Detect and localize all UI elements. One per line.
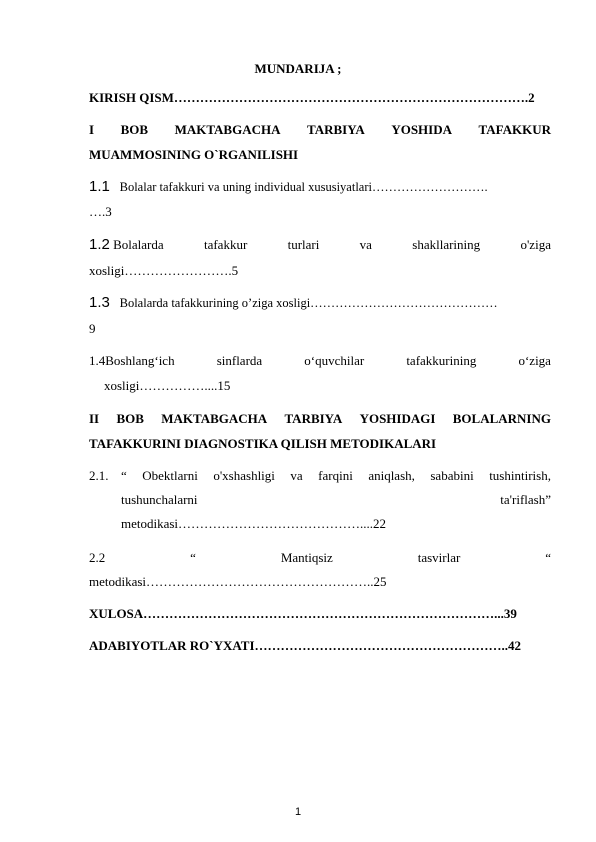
word: o'xshashligi <box>213 468 275 483</box>
toc-chapter-1-line2: MUAMMOSINING O`RGANILISHI <box>89 147 299 162</box>
word: YOSHIDAGI <box>359 411 436 426</box>
word: va <box>359 237 372 252</box>
toc-section-1-1-page: ….3 <box>89 204 112 219</box>
toc-section-1-4 <box>89 352 551 369</box>
word: TAFAKKUR <box>478 122 551 137</box>
page-number: 1 <box>294 806 302 818</box>
toc-section-1-3 <box>89 294 551 312</box>
word: farqini <box>318 468 353 483</box>
word: Obektlarni <box>142 468 198 483</box>
word: 1.4Boshlang‘ich <box>89 353 175 368</box>
toc-section-2-1-page: metodikasi……………………………………....22 <box>121 516 387 531</box>
word: MAKTABGACHA <box>161 411 268 426</box>
toc-chapter-2-line2: TAFAKKURINI DIAGNOSTIKA QILISH METODIKALARI <box>89 436 437 451</box>
word: sababini <box>430 468 474 483</box>
toc-section-1-2 <box>89 236 551 253</box>
word: BOB <box>120 122 149 137</box>
word: “ <box>190 550 196 565</box>
toc-entry-kirish: KIRISH QISM……………………………………………………………………….2 <box>89 90 535 105</box>
word: TARBIYA <box>307 122 365 137</box>
word: va <box>290 468 303 483</box>
word: I <box>89 122 95 137</box>
word: turlari <box>287 237 320 252</box>
section-number: 1.3 <box>89 294 110 311</box>
word: o‘ziga <box>518 353 551 368</box>
toc-section-2-1-line1 <box>121 467 551 484</box>
toc-section-1-4-page: xosligi……………....15 <box>104 378 231 393</box>
word: “ <box>121 468 127 483</box>
word: Bolalarda <box>113 237 164 252</box>
word: YOSHIDA <box>391 122 453 137</box>
section-number: 1.1 <box>89 178 110 195</box>
word: aniqlash, <box>368 468 415 483</box>
word: BOB <box>116 411 144 426</box>
word: “ <box>545 550 551 565</box>
section-number: 1.2 <box>89 236 110 253</box>
toc-chapter-2-line1 <box>89 410 551 427</box>
word: II <box>89 411 100 426</box>
word: shakllarining <box>412 237 481 252</box>
word: sinflarda <box>216 353 263 368</box>
word: tasvirlar <box>417 550 461 565</box>
toc-section-2-2-page: metodikasi……………………………………………..25 <box>89 574 387 589</box>
word: tafakkur <box>203 237 248 252</box>
toc-entry-xulosa: XULOSA………………………………………………………………………...39 <box>89 606 517 621</box>
word: TARBIYA <box>284 411 343 426</box>
page-title: MUNDARIJA ; <box>254 61 342 76</box>
toc-section-2-2 <box>89 549 551 566</box>
word: o‘quvchilar <box>304 353 365 368</box>
toc-section-2-1-line2 <box>121 491 551 508</box>
word: o'ziga <box>520 237 551 252</box>
section-title: Bolalar tafakkuri va uning individual xususiyatlari………………………. <box>119 180 488 194</box>
toc-section-1-3-page: 9 <box>89 321 96 336</box>
word: tushintirish, <box>489 468 551 483</box>
section-number: 2.1. <box>89 468 109 483</box>
word: MAKTABGACHA <box>174 122 281 137</box>
toc-section-1-1 <box>89 178 551 196</box>
word: ta'riflash” <box>500 492 551 507</box>
section-title: Bolalarda tafakkurining o’ziga xosligi……………………………………… <box>119 296 498 310</box>
word: BOLALARNING <box>452 411 551 426</box>
toc-section-1-2-page: xosligi…………………….5 <box>89 263 239 278</box>
word: tushunchalarni <box>121 492 198 507</box>
word: 2.2 <box>89 550 106 565</box>
toc-chapter-1-line1 <box>89 121 551 138</box>
toc-entry-adabiyotlar: ADABIYOTLAR RO`YXATI…………………………………………………..42 <box>89 638 522 653</box>
word: tafakkurining <box>406 353 477 368</box>
word: Mantiqsiz <box>280 550 333 565</box>
